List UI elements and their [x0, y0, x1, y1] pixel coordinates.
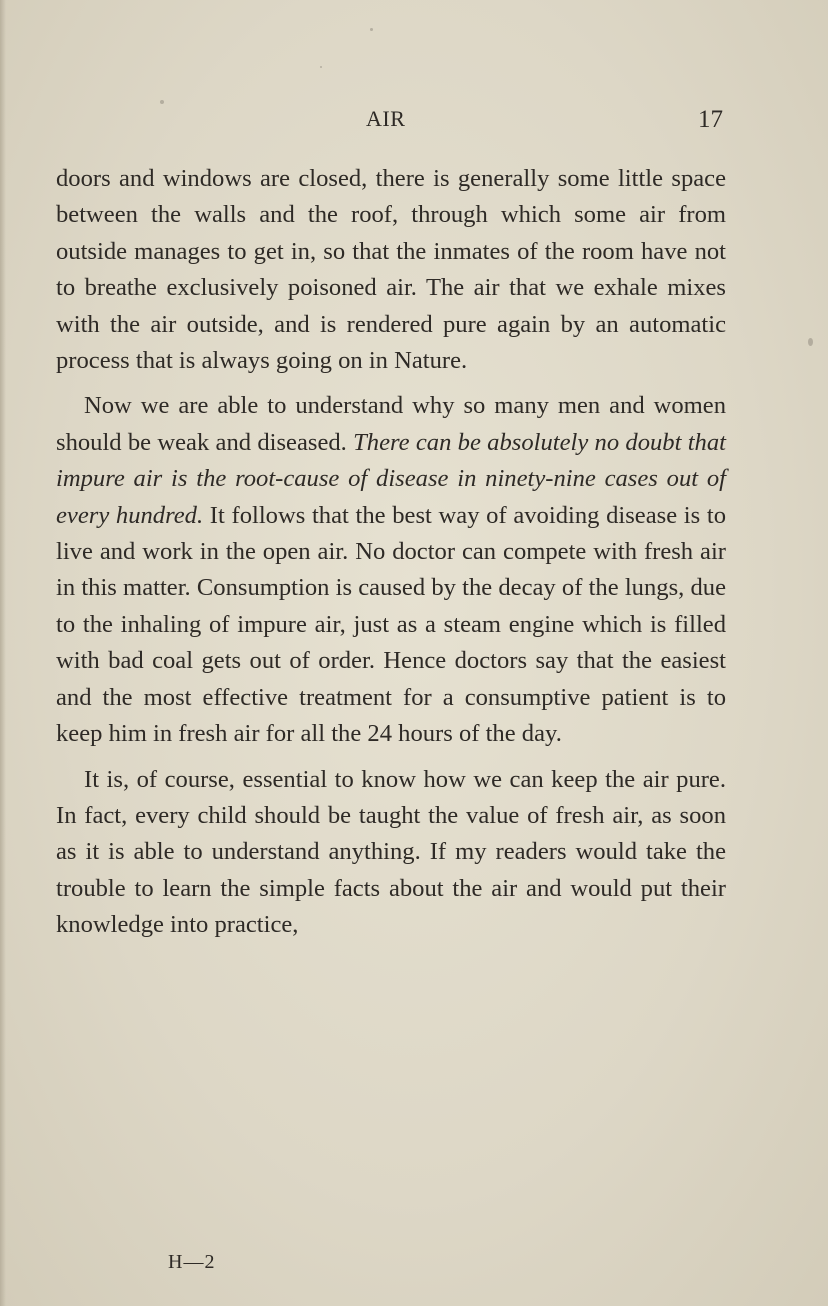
paragraph-2 — [56, 388, 726, 752]
paper-speck — [160, 100, 164, 104]
paragraph-3 — [56, 762, 726, 944]
running-head — [0, 106, 828, 136]
paper-speck — [808, 338, 813, 346]
running-title: AIR — [366, 106, 406, 131]
paragraph-2-emphasis: There can be absolutely no doubt that impure air is the root-cause of disease in ninety-nine cases out of every hundred. — [56, 428, 726, 529]
paragraph-2-text-b: It follows that the best way of avoiding disease is to live and work in the open air. No doctor can compete with fresh air in this matter. Consumption is caused by the decay of the lungs, due to the inhaling of impure air, just as a steam engine which is filled with bad coal gets out of order. Hence doctors say that the easiest and the most effective treatment for a consumptive patient is to keep him in fresh air for all the 24 hours of the day. — [56, 501, 726, 748]
paragraph-3-text: It is, of course, essential to know how we can keep the air pure. In fact, every child should be taught the value of fresh air, as soon as it is able to understand anything. If my readers would take the trouble to learn the simple facts about the air and would put their knowledge into practice, — [56, 765, 726, 939]
paragraph-2-text-a: Now we are able to understand why so many men and women should be weak and diseased. — [56, 392, 726, 456]
paragraph-1-text: doors and windows are closed, there is generally some little space between the walls and the roof, through which some air from outside manages to get in, so that the inmates of the room have not to breathe exclusively poisoned air. The air that we exhale mixes with the air outside, and is rendered pure again by an automatic process that is always going on in Nature. — [56, 165, 726, 375]
signature-mark: H—2 — [168, 1251, 216, 1273]
page-edge-shadow — [0, 0, 6, 1306]
paper-speck — [370, 28, 373, 31]
page-number: 17 — [698, 106, 723, 133]
paper-speck — [320, 66, 322, 68]
paragraph-1 — [56, 161, 726, 379]
body-text — [56, 161, 726, 944]
